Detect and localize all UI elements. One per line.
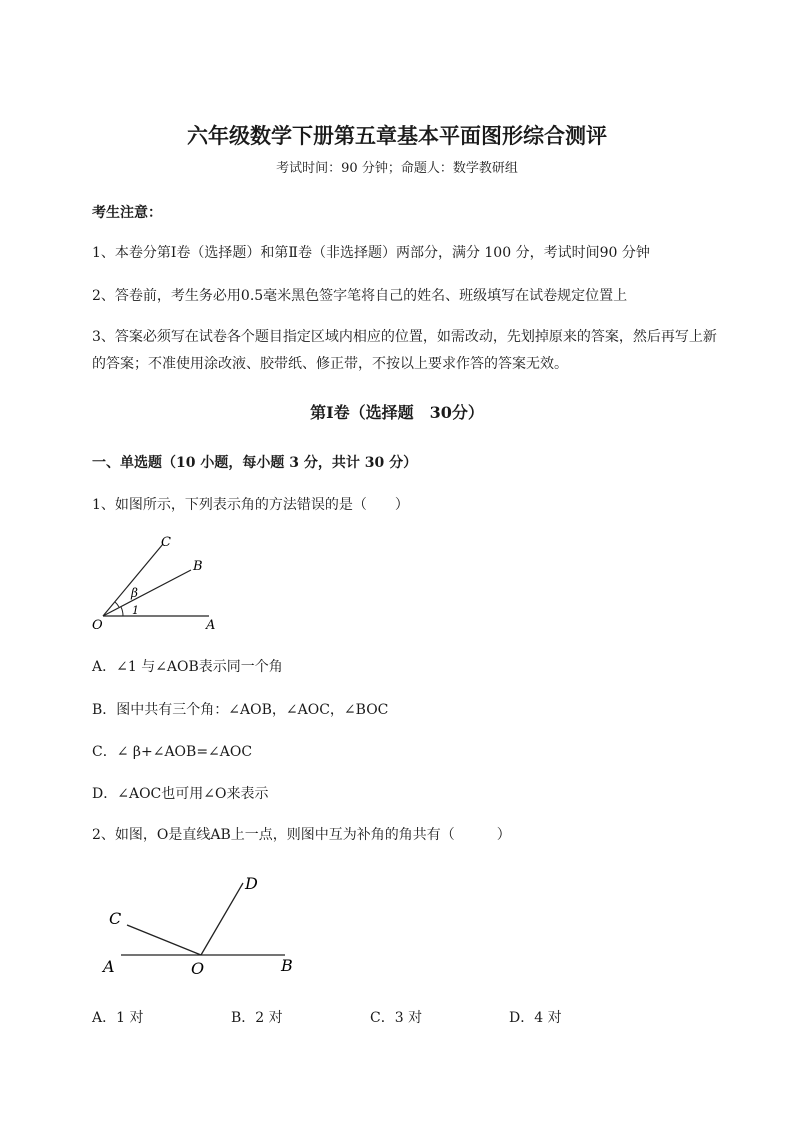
ray-ob — [103, 570, 191, 616]
question-1-option-a[interactable]: A．∠1 与∠AOB表示同一个角 — [92, 659, 283, 675]
exam-info: 考试时间：90 分钟；命题人：数学教研组 — [276, 161, 518, 176]
notice-item-3: 3、答案必须写在试卷各个题目指定区域内相应的位置，如需改动，先划掉原来的答案，然后再写上新 — [92, 329, 717, 345]
question-1-option-b[interactable]: B．图中共有三个角：∠AOB，∠AOC，∠BOC — [92, 702, 389, 718]
label-beta: β — [131, 586, 138, 600]
angle-beta-arc — [115, 602, 119, 607]
notice-item-3-continued: 的答案；不准使用涂改液、胶带纸、修正带，不按以上要求作答的答案无效。 — [92, 356, 568, 372]
label-a: A — [103, 957, 115, 976]
label-c: C — [109, 909, 122, 928]
label-c: C — [161, 535, 171, 550]
angle-1-arc — [121, 607, 123, 616]
label-angle-1: 1 — [132, 604, 139, 617]
label-b: B — [193, 559, 203, 574]
notice-heading: 考生注意： — [92, 205, 162, 221]
label-b: B — [281, 956, 293, 975]
question-2-figure — [95, 865, 305, 980]
question-2-option-d[interactable]: D．4 对 — [509, 1010, 562, 1026]
question-2-option-a[interactable]: A．1 对 — [92, 1010, 144, 1026]
label-a: A — [206, 618, 216, 633]
label-o: O — [92, 618, 103, 633]
label-o: O — [191, 959, 205, 978]
question-1-figure — [85, 530, 235, 635]
question-1-option-d[interactable]: D．∠AOC也可用∠O来表示 — [92, 786, 269, 802]
notice-item-2: 2、答卷前，考生务必用0.5毫米黑色签字笔将自己的姓名、班级填写在试卷规定位置上 — [92, 288, 628, 304]
label-d: D — [245, 874, 258, 893]
question-2-option-b[interactable]: B．2 对 — [231, 1010, 283, 1026]
section-title: 第Ⅰ卷（选择题 30分） — [310, 403, 484, 422]
ray-oc — [127, 925, 201, 955]
page-title: 六年级数学下册第五章基本平面图形综合测评 — [187, 123, 607, 148]
ray-od — [201, 883, 243, 955]
question-2-stem: 2、如图，O是直线AB上一点，则图中互为补角的角共有（ ） — [92, 827, 511, 843]
question-1-option-c[interactable]: C．∠ β+∠AOB=∠AOC — [92, 744, 253, 760]
question-1-stem: 1、如图所示，下列表示角的方法错误的是（ ） — [92, 497, 409, 513]
notice-item-1: 1、本卷分第Ⅰ卷（选择题）和第Ⅱ卷（非选择题）两部分，满分 100 分，考试时间90 分钟 — [92, 245, 650, 261]
part-title: 一、单选题（10 小题，每小题 3 分，共计 30 分） — [92, 455, 418, 471]
question-2-option-c[interactable]: C．3 对 — [370, 1010, 423, 1026]
